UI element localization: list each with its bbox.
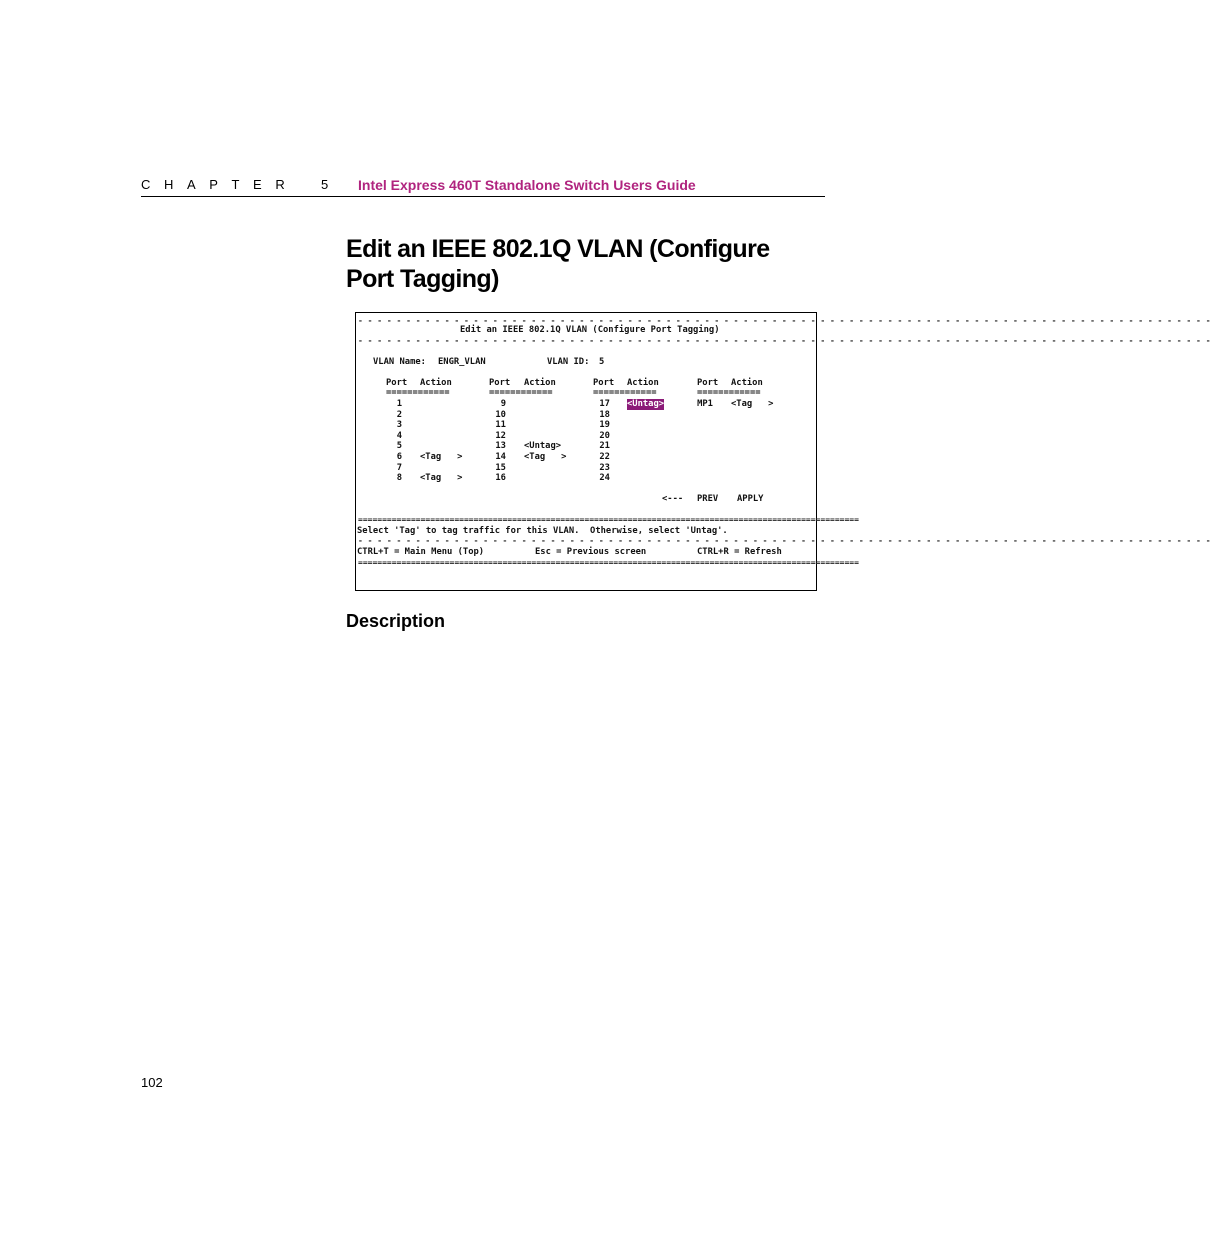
col-port-header: Port bbox=[386, 378, 408, 388]
port-number: 20 bbox=[599, 430, 610, 441]
terminal-screen bbox=[355, 312, 1211, 591]
vlan-id-label: VLAN ID: bbox=[547, 357, 590, 367]
col-action-header: Action bbox=[524, 378, 556, 388]
terminal-title: Edit an IEEE 802.1Q VLAN (Configure Port Tagging) bbox=[460, 325, 720, 335]
section-heading: Description bbox=[346, 611, 446, 631]
port-action-select[interactable]: <Tag > bbox=[420, 473, 463, 484]
vlan-name-label: VLAN Name: bbox=[373, 357, 426, 367]
port-number: 14 bbox=[495, 452, 506, 462]
col-action-header: Action bbox=[627, 378, 659, 388]
port-action-select[interactable]: <Untag> bbox=[524, 441, 562, 452]
separator-dashed: - - - - - - - - - - - - - - - - - - - - - - - - - - - - - - - - - - - - - - - - - - - - - - - - - - - - - - - - - - - - - - - - - - - - - - - - - - - - - - - - - - - - - - - - - bbox=[358, 336, 1211, 345]
col-underline: ============ bbox=[697, 388, 761, 398]
port-number: 11 bbox=[495, 420, 506, 431]
vlan-id-value: 5 bbox=[599, 357, 605, 367]
col-action-header: Action bbox=[420, 378, 452, 388]
port-number: 10 bbox=[495, 409, 506, 420]
port-number: 16 bbox=[495, 473, 506, 484]
vlan-name-value: ENGR_VLAN bbox=[438, 357, 486, 367]
port-number: 22 bbox=[599, 452, 610, 462]
port-number: 7 bbox=[396, 462, 402, 473]
shortcut-main-menu: CTRL+T = Main Menu (Top) bbox=[357, 547, 485, 557]
separator-dashed: - - - - - - - - - - - - - - - - - - - - - - - - - - - - - - - - - - - - - - - - - - - - - - - - - - - - - - - - - - - - - - - - - - - - - - - - - - - - - - - - - - - - - - - - - bbox=[358, 316, 1211, 325]
port-number: 9 bbox=[500, 399, 506, 409]
port-number: 15 bbox=[495, 462, 506, 473]
port-number: 1 bbox=[396, 399, 402, 409]
col-port-header: Port bbox=[489, 378, 511, 388]
help-text: Select 'Tag' to tag traffic for this VLAN. Otherwise, select 'Untag'. bbox=[357, 526, 728, 536]
port-number: 2 bbox=[396, 409, 402, 420]
page-title: Edit an IEEE 802.1Q VLAN (Configure Port Tagging) bbox=[346, 235, 770, 293]
guide-title: Intel Express 460T Standalone Switch Users Guide bbox=[358, 177, 696, 193]
chapter-header bbox=[141, 176, 825, 197]
port-number: 6 bbox=[396, 452, 402, 462]
separator-dashed: - - - - - - - - - - - - - - - - - - - - - - - - - - - - - - - - - - - - - - - - - - - - - - - - - - - - - - - - - - - - - - - - - - - - - - - - - - - - - - - - - - - - - - - - - bbox=[358, 536, 1211, 545]
port-number: 24 bbox=[599, 473, 610, 484]
shortcut-previous-screen: Esc = Previous screen bbox=[535, 547, 647, 557]
port-number: 19 bbox=[599, 420, 610, 431]
col-underline: ============ bbox=[386, 388, 450, 398]
port-number: 21 bbox=[599, 441, 610, 452]
separator-double: ======================================================================================================== bbox=[358, 558, 859, 567]
col-port-header: Port bbox=[593, 378, 615, 388]
port-number: 23 bbox=[599, 462, 610, 473]
port-action-select[interactable]: <Tag > bbox=[731, 399, 774, 409]
port-action-select[interactable]: <Tag > bbox=[420, 452, 463, 462]
port-number: 13 bbox=[495, 441, 506, 452]
port-number: 4 bbox=[396, 430, 402, 441]
separator-double: ======================================================================================================== bbox=[358, 515, 859, 524]
nav-apply-button[interactable]: APPLY bbox=[737, 494, 764, 504]
port-number: 3 bbox=[396, 420, 402, 431]
shortcut-refresh: CTRL+R = Refresh bbox=[697, 547, 782, 557]
port-number: 8 bbox=[396, 473, 402, 484]
col-port-header: Port bbox=[697, 378, 719, 388]
port-action-select[interactable]: <Tag > bbox=[524, 452, 567, 462]
port-number: 5 bbox=[396, 441, 402, 452]
nav-prev-button[interactable]: PREV bbox=[697, 494, 719, 504]
chapter-label: CHAPTER bbox=[141, 177, 299, 192]
port-number: 18 bbox=[599, 409, 610, 420]
chapter-number: 5 bbox=[321, 177, 329, 192]
port-action-select[interactable]: <Untag> bbox=[627, 399, 665, 409]
col-underline: ============ bbox=[593, 388, 657, 398]
nav-back-button[interactable]: <--- bbox=[662, 494, 684, 504]
col-underline: ============ bbox=[489, 388, 553, 398]
col-action-header: Action bbox=[731, 378, 763, 388]
port-number: 12 bbox=[495, 430, 506, 441]
port-number: 17 bbox=[599, 399, 610, 409]
page-number: 102 bbox=[141, 1075, 163, 1090]
port-number: MP1 bbox=[697, 399, 713, 409]
